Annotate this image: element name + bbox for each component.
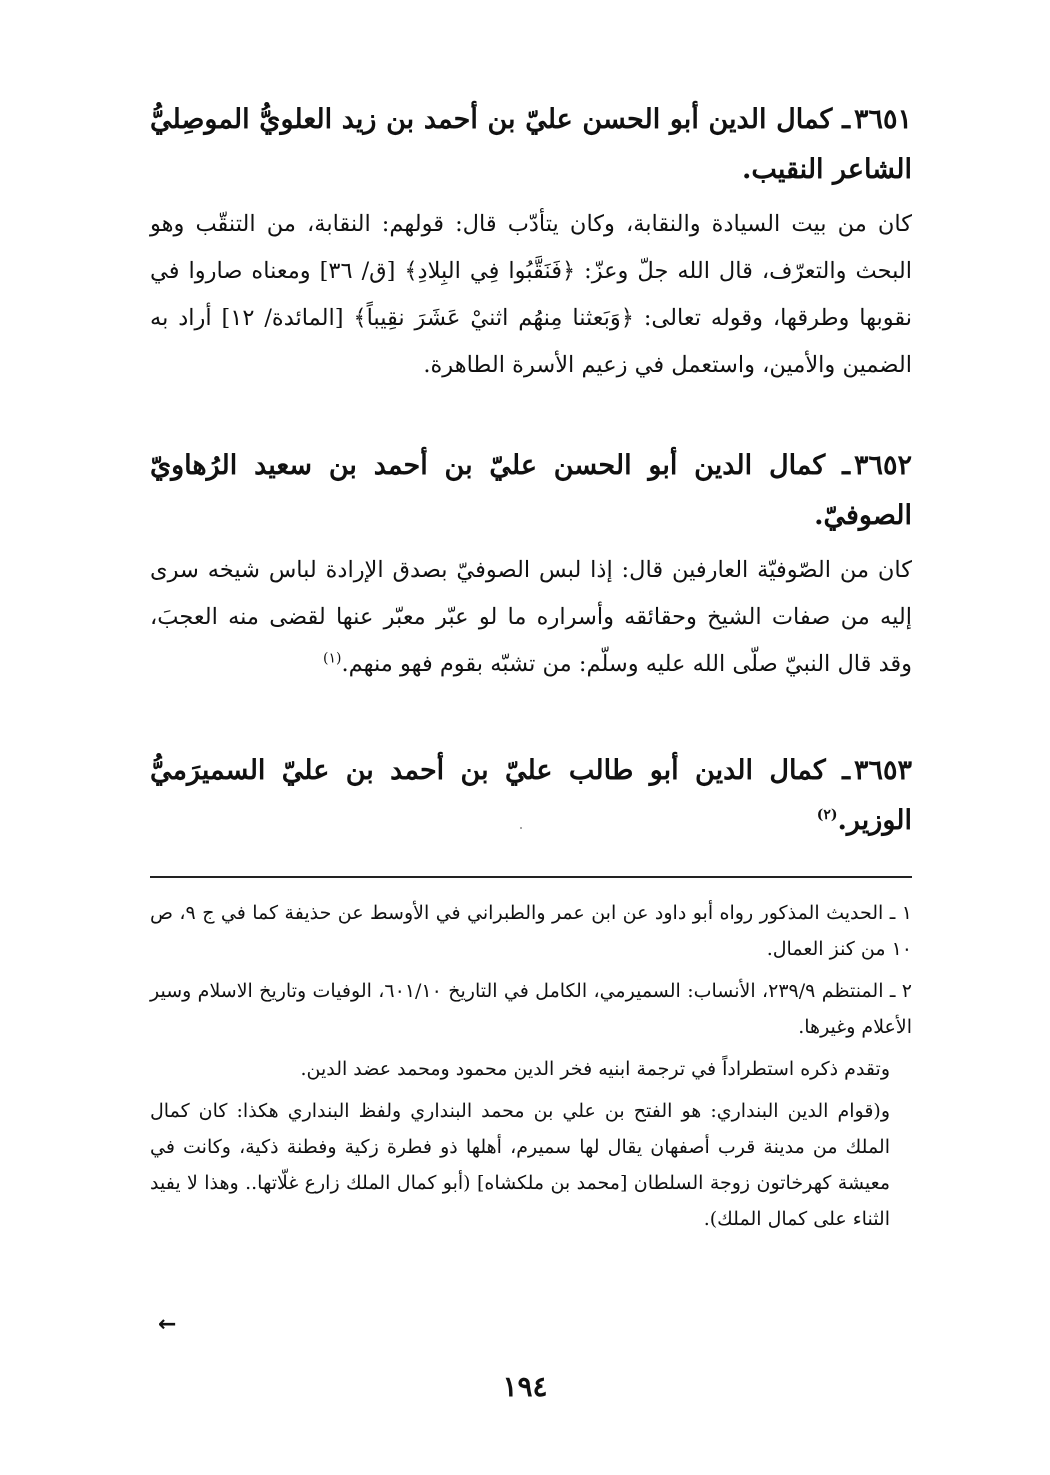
entry-body-text: كان من الصّوفيّة العارفين قال: إذا لبس الصوفيّ بصدق الإرادة لباس شيخه سرى إليه من صفات الشيخ وحقائقه وأسراره ما لو عبّر معبّر عنها لقضى منه العجبَ، وقد قال النبيّ صلّى الله عليه وسلّم: من تشبّه بقوم فهو منهم. (150, 557, 912, 677)
entry-body: كان من بيت السيادة والنقابة، وكان يتأدّب قال: قولهم: النقابة، من التنقّب وهو البحث والتعرّف، قال الله جلّ وعزّ: ﴿فَنَقَّبُوا فِي البِلادِ﴾ [ق/ ٣٦] ومعناه صاروا في نقوبها وطرقها، وقوله تعالى: ﴿وَبَعثنا مِنهُم اثنيْ عَشَرَ نقِيباً﴾ [المائدة/ ١٢] أراد به الضمين والأمين، واستعمل في زعيم الأسرة الطاهرة. (150, 211, 912, 378)
footnote-2-quote: و(قوام الدين البنداري: هو الفتح بن علي بن محمد البنداري ولفظ البنداري هكذا: كان كمال الملك من مدينة قرب أصفهان يقال لها سميرم، أهلها ذو فطرة زكية وفطنة ذكية، وكانت في معيشة كهرخاتون زوجة السلطان [محمد بن ملكشاه] (أبو كمال الملك زارع غلّاتها.. وهذا لا يفيد الثناء على كمال الملك). (150, 1100, 890, 1230)
entry-heading (150, 746, 912, 846)
entry-heading (150, 95, 912, 195)
footnote-ref-2[interactable]: (٢) (816, 807, 838, 823)
entry-3652 (150, 441, 912, 688)
footnote-1: ١ ـ الحديث المذكور رواه أبو داود عن ابن عمر والطبراني في الأوسط عن حذيفة كما في ج ٩، ص ١٠ من كنز العمال. (150, 902, 912, 960)
entry-body (150, 547, 912, 688)
entry-heading (150, 441, 912, 541)
entry-title: ـ كمال الدين أبو طالب عليّ بن أحمد بن عليّ السميرَميُّ الوزير. (150, 755, 912, 836)
footnote-ref-1[interactable]: (١) (323, 650, 342, 667)
footnotes (150, 895, 912, 1243)
entry-title: ـ كمال الدين أبو الحسن عليّ بن أحمد بن سعيد الرُهاويّ الصوفيّ. (150, 450, 912, 531)
entry-title: ـ كمال الدين أبو الحسن عليّ بن أحمد بن زيد العلويُّ الموصِليُّ الشاعر النقيب. (150, 104, 912, 185)
footnote-2: ٢ ـ المنتظم ٢٣٩/٩، الأنساب: السميرمي، الكامل في التاريخ ٦٠١/١٠، الوفيات وتاريخ الاسلام وسير الأعلام وغيرها. (150, 980, 912, 1038)
entry-number: ٣٦٥٢ (853, 450, 912, 481)
page-number: ١٩٤ (502, 1370, 548, 1403)
footnote-divider (150, 876, 912, 878)
footnote-2-continuation: وتقدم ذكره استطراداً في ترجمة ابنيه فخر الدين محمود ومحمد عضد الدين. (300, 1058, 890, 1080)
page-content (150, 95, 912, 846)
entry-number: ٣٦٥٣ (853, 755, 912, 786)
entry-3651 (150, 95, 912, 389)
continue-arrow-icon: ← (158, 1312, 177, 1337)
speck (520, 827, 522, 829)
entry-number: ٣٦٥١ (853, 104, 912, 135)
entry-3653 (150, 746, 912, 846)
